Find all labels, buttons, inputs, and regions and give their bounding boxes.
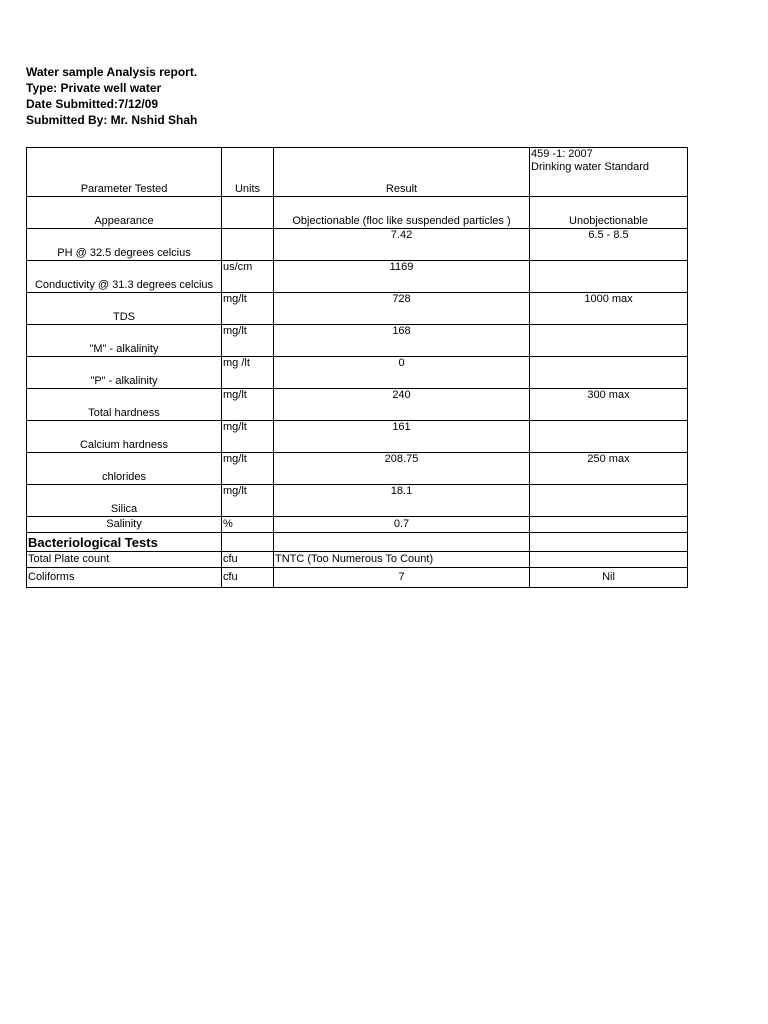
cell-standard — [530, 517, 688, 533]
cell-units: mg/lt — [222, 421, 274, 453]
cell-units: mg/lt — [222, 389, 274, 421]
cell-parameter: Silica — [27, 485, 222, 517]
report-date: Date Submitted:7/12/09 — [26, 97, 159, 111]
cell-result: Objectionable (floc like suspended particles ) — [274, 197, 530, 229]
cell-standard: Unobjectionable — [530, 197, 688, 229]
cell-standard: 1000 max — [530, 293, 688, 325]
cell-units: us/cm — [222, 261, 274, 293]
cell-result: 0 — [274, 357, 530, 389]
cell-standard — [530, 261, 688, 293]
cell-parameter: "M" - alkalinity — [27, 325, 222, 357]
cell-result: 1169 — [274, 261, 530, 293]
report-submitter: Submitted By: Mr. Nshid Shah — [26, 113, 198, 127]
cell-parameter: chlorides — [27, 453, 222, 485]
cell-result: 18.1 — [274, 485, 530, 517]
cell-units: mg/lt — [222, 293, 274, 325]
analysis-table — [26, 147, 688, 588]
cell-result: TNTC (Too Numerous To Count) — [274, 552, 530, 568]
cell-parameter: Coliforms — [27, 568, 222, 588]
cell-result: 728 — [274, 293, 530, 325]
header-units: Units — [222, 148, 274, 197]
table-row — [27, 533, 688, 552]
cell-units: % — [222, 517, 274, 533]
cell-result: 208.75 — [274, 453, 530, 485]
header-standard — [530, 148, 688, 197]
cell-standard: 300 max — [530, 389, 688, 421]
cell-parameter: Salinity — [27, 517, 222, 533]
cell-result: 168 — [274, 325, 530, 357]
cell-units: mg/lt — [222, 453, 274, 485]
cell-units: mg /lt — [222, 357, 274, 389]
table-row — [27, 197, 688, 229]
header-result: Result — [274, 148, 530, 197]
cell-standard — [530, 552, 688, 568]
cell-parameter: Total Plate count — [27, 552, 222, 568]
cell-units — [222, 533, 274, 552]
header-parameter: Parameter Tested — [27, 148, 222, 197]
table-row — [27, 389, 688, 421]
cell-units — [222, 229, 274, 261]
table-row — [27, 229, 688, 261]
cell-standard: Nil — [530, 568, 688, 588]
cell-standard: 6.5 - 8.5 — [530, 229, 688, 261]
cell-units — [222, 197, 274, 229]
standard-code: 459 -1: 2007 — [531, 148, 593, 160]
table-header-row — [27, 148, 688, 197]
cell-parameter: Total hardness — [27, 389, 222, 421]
cell-units: mg/lt — [222, 485, 274, 517]
table-row — [27, 357, 688, 389]
cell-result: 240 — [274, 389, 530, 421]
cell-standard — [530, 421, 688, 453]
bacteriological-heading: Bacteriological Tests — [27, 533, 222, 552]
cell-standard — [530, 357, 688, 389]
table-row — [27, 261, 688, 293]
cell-standard — [530, 325, 688, 357]
table-row — [27, 552, 688, 568]
cell-units: cfu — [222, 568, 274, 588]
table-row — [27, 453, 688, 485]
cell-units: cfu — [222, 552, 274, 568]
table-row — [27, 568, 688, 588]
cell-parameter: Conductivity @ 31.3 degrees celcius — [27, 261, 222, 293]
cell-parameter: Appearance — [27, 197, 222, 229]
cell-result: 0.7 — [274, 517, 530, 533]
report-title: Water sample Analysis report. — [26, 65, 198, 79]
cell-result: 7.42 — [274, 229, 530, 261]
cell-parameter: TDS — [27, 293, 222, 325]
cell-parameter: Calcium hardness — [27, 421, 222, 453]
cell-standard — [530, 485, 688, 517]
cell-result — [274, 533, 530, 552]
table-row — [27, 293, 688, 325]
table-row — [27, 325, 688, 357]
table-row — [27, 421, 688, 453]
cell-standard — [530, 533, 688, 552]
cell-result: 161 — [274, 421, 530, 453]
report-type: Type: Private well water — [26, 81, 162, 95]
report-header — [26, 64, 197, 128]
table-row — [27, 517, 688, 533]
cell-result: 7 — [274, 568, 530, 588]
standard-name: Drinking water Standard — [531, 161, 650, 173]
cell-parameter: "P" - alkalinity — [27, 357, 222, 389]
cell-units: mg/lt — [222, 325, 274, 357]
cell-standard: 250 max — [530, 453, 688, 485]
cell-parameter: PH @ 32.5 degrees celcius — [27, 229, 222, 261]
table-row — [27, 485, 688, 517]
